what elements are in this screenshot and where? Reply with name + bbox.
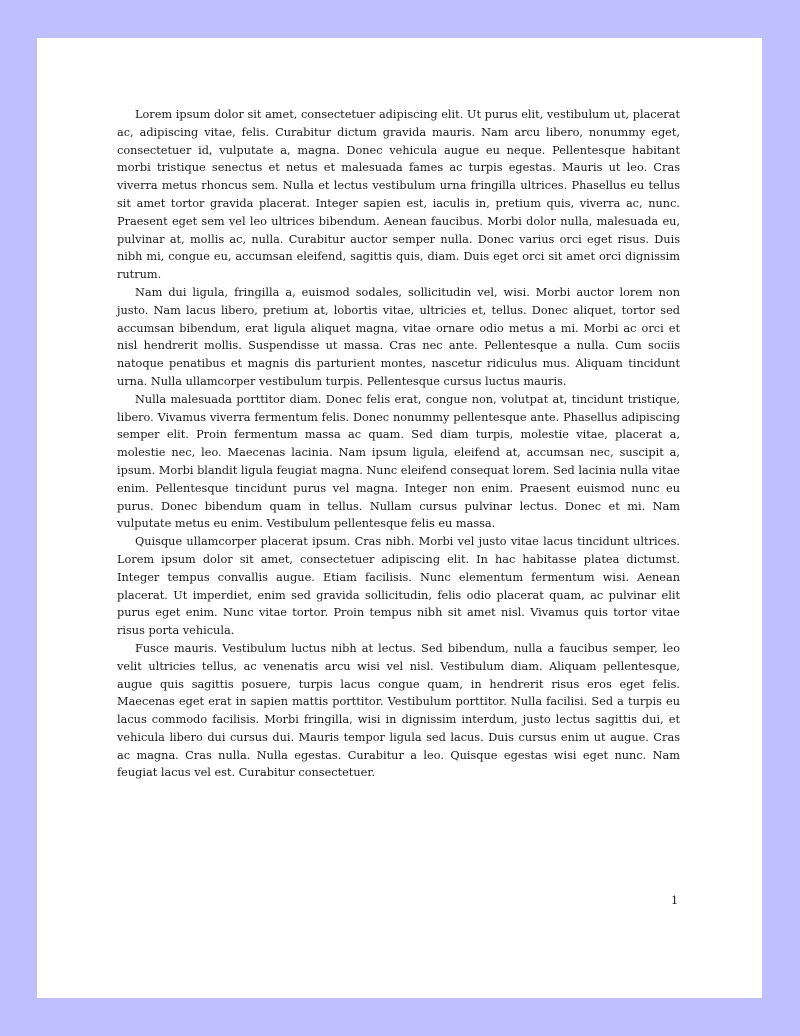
- paragraph-3: Nulla malesuada porttitor diam. Donec felis erat, congue non, volutpat at, tincidunt tristique, libero. Vivamus viverra fermentum felis. Donec nonummy pellentesque ante. Phasellus adipiscing semper elit. Proin fermentum massa ac quam. Sed diam turpis, molestie vitae, placerat a, molestie nec, leo. Maecenas lacinia. Nam ipsum ligula, eleifend at, accumsan nec, suscipit a, ipsum. Morbi blandit ligula feugiat magna. Nunc eleifend consequat lorem. Sed lacinia nulla vitae enim. Pellentesque tincidunt purus vel magna. Integer non enim. Praesent euismod nunc eu purus. Donec bibendum quam in tellus. Nullam cursus pulvinar lectus. Donec et mi. Nam vulputate metus eu enim. Vestibulum pellentesque felis eu massa.: [117, 392, 680, 531]
- paragraph-4: Quisque ullamcorper placerat ipsum. Cras nibh. Morbi vel justo vitae lacus tincidunt ultrices. Lorem ipsum dolor sit amet, consectetuer adipiscing elit. In hac habitasse platea dictumst. Integer tempus convallis augue. Etiam facilisis. Nunc elementum fermentum wisi. Aenean placerat. Ut imperdiet, enim sed gravida sollicitudin, felis odio placerat quam, ac pulvinar elit purus eget enim. Nunc vitae tortor. Proin tempus nibh sit amet nisl. Vivamus quis tortor vitae risus porta vehicula.: [117, 535, 680, 638]
- paragraph-2: Nam dui ligula, fringilla a, euismod sodales, sollicitudin vel, wisi. Morbi auctor lorem non justo. Nam lacus libero, pretium at, lobortis vitae, ultricies et, tellus. Donec aliquet, tortor sed accumsan bibendum, erat ligula aliquet magna, vitae ornare odio metus a mi. Morbi ac orci et nisl hendrerit mollis. Suspendisse ut massa. Cras nec ante. Pellentesque a nulla. Cum sociis natoque penatibus et magnis dis parturient montes, nascetur ridiculus mus. Aliquam tincidunt urna. Nulla ullamcorper vestibulum turpis. Pellentesque cursus luctus mauris.: [117, 285, 680, 388]
- page-number: 1: [671, 894, 679, 907]
- paragraph-1: Lorem ipsum dolor sit amet, consectetuer adipiscing elit. Ut purus elit, vestibulum ut, placerat ac, adipiscing vitae, felis. Curabitur dictum gravida mauris. Nam arcu libero, nonummy eget, consectetuer id, vulputate a, magna. Donec vehicula augue eu neque. Pellentesque habitant morbi tristique senectus et netus et malesuada fames ac turpis egestas. Mauris ut leo. Cras viverra metus rhoncus sem. Nulla et lectus vestibulum urna fringilla ultrices. Phasellus eu tellus sit amet tortor gravida placerat. Integer sapien est, iaculis in, pretium quis, viverra ac, nunc. Praesent eget sem vel leo ultrices bibendum. Aenean faucibus. Morbi dolor nulla, malesuada eu, pulvinar at, mollis ac, nulla. Curabitur auctor semper nulla. Donec varius orci eget risus. Duis nibh mi, congue eu, accumsan eleifend, sagittis quis, diam. Duis eget orci sit amet orci dignissim rutrum.: [117, 108, 680, 282]
- paragraph-5: Fusce mauris. Vestibulum luctus nibh at lectus. Sed bibendum, nulla a faucibus semper, leo velit ultricies tellus, ac venenatis arcu wisi vel nisl. Vestibulum diam. Aliquam pellentesque, augue quis sagittis posuere, turpis lacus congue quam, in hendrerit risus eros eget felis. Maecenas eget erat in sapien mattis porttitor. Vestibulum porttitor. Nulla facilisi. Sed a turpis eu lacus commodo facilisis. Morbi fringilla, wisi in dignissim interdum, justo lectus sagittis dui, et vehicula libero dui cursus dui. Mauris tempor ligula sed lacus. Duis cursus enim ut augue. Cras ac magna. Cras nulla. Nulla egestas. Curabitur a leo. Quisque egestas wisi eget nunc. Nam feugiat lacus vel est. Curabitur consectetuer.: [117, 641, 680, 780]
- body-text: [117, 106, 680, 782]
- document-page: [37, 38, 762, 998]
